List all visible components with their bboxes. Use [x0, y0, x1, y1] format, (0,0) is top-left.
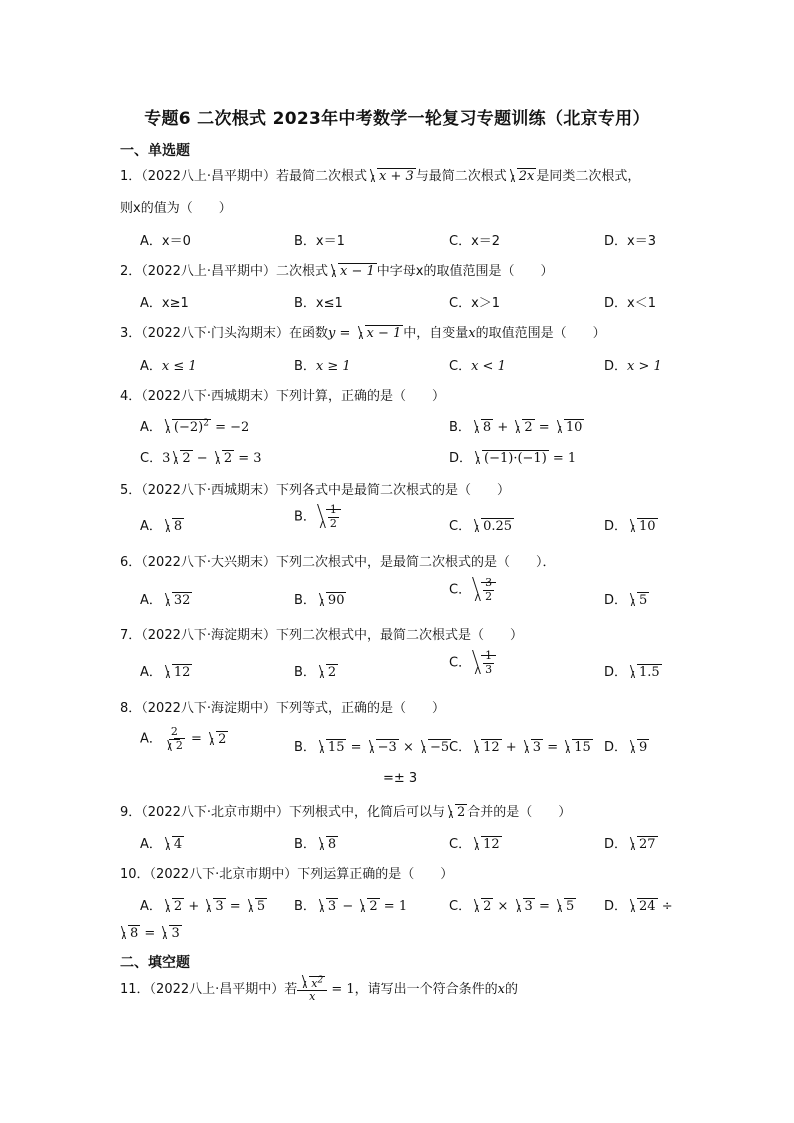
question-5-stem: 5．（2022八下·西城期末）下列各式中是最简二次根式的是（ ） [120, 483, 510, 498]
question-1-option-d[interactable]: D．x＝3 [604, 234, 656, 249]
question-9-option-a[interactable]: A． 4 [140, 837, 183, 852]
radical: 3 [522, 740, 543, 755]
radical: 4 [163, 837, 184, 852]
radical: 2 [163, 899, 184, 914]
question-10-option-b[interactable]: B． 3 − 2 = 1 [294, 899, 408, 914]
radical: x − 1 [329, 264, 377, 279]
question-11-stem: 11．（2022八上·昌平期中）若 $\frac{x^2}{x}$ = 1，请写出一个符合条件的x的 [120, 975, 519, 1004]
radical: $(-2)^2$ [163, 419, 211, 435]
radical: x − 1 [356, 326, 404, 341]
fraction: $\frac{1}{3}$ [485, 649, 493, 676]
question-5-option-c[interactable]: C． 0.25 [449, 519, 513, 534]
radical: 10 [628, 519, 658, 534]
section-heading-single-choice: 一、单选题 [120, 143, 190, 159]
fraction: $\frac{x^2}{x}$ [297, 975, 327, 1004]
question-2-option-d[interactable]: D．x＜1 [604, 296, 656, 311]
question-9-stem: 9．（2022八下·北京市期中）下列根式中，化简后可以与 2 合并的是（ ） [120, 805, 572, 820]
radical: 3 [317, 899, 338, 914]
question-9-option-d[interactable]: D． 27 [604, 837, 656, 852]
fraction: $\frac{2}{2}$ [162, 726, 187, 752]
question-5-option-b[interactable]: B． $\frac{1}{2}$ [294, 504, 341, 530]
radical: 8 [119, 926, 140, 941]
question-8-option-d-cont: =± 3 [383, 771, 418, 786]
radical [317, 504, 341, 530]
question-2-option-b[interactable]: B．x≤1 [294, 296, 343, 311]
radical: −5 [419, 740, 451, 755]
question-1-option-b[interactable]: B．x＝1 [294, 234, 345, 249]
question-10-option-a[interactable]: A． 2 + 3 = 5 [140, 899, 266, 914]
radical: 2 [358, 899, 379, 914]
radical [472, 577, 496, 603]
radical: 27 [628, 837, 658, 852]
question-1-stem: 1．（2022八上·昌平期中）若最简二次根式 x + 3 与最简二次根式 2x 是同类二次根式， [120, 169, 641, 184]
radical: 12 [472, 837, 502, 852]
question-2-stem: 2．（2022八上·昌平期中）二次根式 x − 1 中字母x的取值范围是（ ） [120, 264, 554, 279]
section-heading-fill-in: 二、填空题 [120, 955, 190, 971]
radical: x + 3 [368, 169, 416, 184]
radical: 5 [246, 899, 267, 914]
radical: 8 [163, 519, 184, 534]
question-8-stem: 8．（2022八下·海淀期中）下列等式，正确的是（ ） [120, 701, 445, 716]
page-title: 专题6 二次根式 2023年中考数学一轮复习专题训练（北京专用） [144, 109, 650, 129]
radical: 8 [472, 420, 493, 435]
question-6-stem: 6．（2022八下·大兴期末）下列二次根式中，是最简二次根式的是（ ）． [120, 555, 556, 570]
radical: 2 [446, 805, 467, 820]
radical: −3 [367, 740, 399, 755]
question-1-option-c[interactable]: C．x＝2 [449, 234, 501, 249]
question-10-option-d[interactable]: D． 24 ÷ [604, 899, 673, 914]
radical: 32 [163, 593, 193, 608]
radical: 15 [563, 740, 593, 755]
radical: 5 [555, 899, 576, 914]
question-3-option-a[interactable]: A．x ≤ 1 [140, 359, 197, 374]
question-7-stem: 7．（2022八下·海淀期末）下列二次根式中，最简二次根式是（ ） [120, 628, 523, 643]
question-3-option-c[interactable]: C．x < 1 [449, 359, 506, 374]
question-10-option-d-cont: 8 = 3 [118, 926, 182, 941]
radical: 2 [513, 420, 534, 435]
radical: 2 [165, 740, 185, 753]
question-4-stem: 4．（2022八下·西城期末）下列计算，正确的是（ ） [120, 389, 445, 404]
question-1-stem-cont: 则x的值为（ ） [120, 201, 232, 216]
radical: 2x [508, 169, 537, 184]
question-4-option-b[interactable]: B． 8 + 2 = 10 [449, 420, 583, 435]
radical: 2 [472, 899, 493, 914]
question-5-option-d[interactable]: D． 10 [604, 519, 656, 534]
radical: 15 [317, 740, 347, 755]
radical: 3 [514, 899, 535, 914]
radical: 10 [555, 420, 585, 435]
radical: 3 [204, 899, 225, 914]
question-6-option-b[interactable]: B． 90 [294, 593, 345, 608]
question-3-stem: 3．（2022八下·门头沟期末）在函数y = x − 1 中，自变量x的取值范围是（ ） [120, 326, 606, 341]
question-9-option-c[interactable]: C． 12 [449, 837, 500, 852]
question-1-option-a[interactable]: A．x＝0 [140, 234, 191, 249]
question-7-option-b[interactable]: B． 2 [294, 665, 337, 680]
question-6-option-a[interactable]: A． 32 [140, 593, 191, 608]
question-10-option-c[interactable]: C． 2 × 3 = 5 [449, 899, 575, 914]
radical: 2 [207, 732, 228, 747]
question-7-option-d[interactable]: D． 1.5 [604, 665, 660, 680]
question-3-option-d[interactable]: D．x > 1 [604, 359, 662, 374]
question-4-option-c[interactable]: C．3 2 − 2 = 3 [140, 451, 262, 466]
question-2-option-a[interactable]: A．x≥1 [140, 296, 189, 311]
radical: $x^2$ [300, 975, 325, 990]
question-6-option-d[interactable]: D． 5 [604, 593, 648, 608]
question-6-option-c[interactable]: C． $\frac{3}{2}$ [449, 577, 496, 603]
question-2-option-c[interactable]: C．x＞1 [449, 296, 501, 311]
radical: 12 [472, 740, 502, 755]
radical: 9 [628, 740, 649, 755]
radical: 5 [628, 593, 649, 608]
radical: 2 [213, 451, 234, 466]
question-8-option-a[interactable]: A． $\frac{2}{2}$ = 2 [140, 725, 227, 752]
question-8-option-c[interactable]: C． 12 + 3 = 15 [449, 740, 591, 755]
question-7-option-a[interactable]: A． 12 [140, 665, 191, 680]
radical [472, 650, 496, 676]
radical: 2 [317, 665, 338, 680]
fraction: $\frac{1}{2}$ [329, 503, 337, 530]
radical: 2 [171, 451, 192, 466]
question-3-option-b[interactable]: B．x ≥ 1 [294, 359, 351, 374]
question-5-option-a[interactable]: A． 8 [140, 519, 183, 534]
fraction: $\frac{3}{2}$ [485, 576, 493, 603]
question-10-stem: 10．（2022八下·北京市期中）下列运算正确的是（ ） [120, 867, 454, 882]
radical: 90 [317, 593, 347, 608]
question-4-option-a[interactable]: A． $(-2)^2 = -2$ [140, 418, 250, 435]
question-8-option-d[interactable]: D． 9 [604, 740, 648, 755]
question-9-option-b[interactable]: B． 8 [294, 837, 337, 852]
question-8-option-b[interactable]: B． 15 = −3 × −5 [294, 740, 450, 755]
question-4-option-d[interactable]: D． (−1)·(−1) = 1 [449, 451, 577, 466]
radical: 3 [160, 926, 181, 941]
radical: 1.5 [628, 665, 662, 680]
radical: 0.25 [472, 519, 514, 534]
question-7-option-c[interactable]: C． $\frac{1}{3}$ [449, 650, 496, 676]
radical: 12 [163, 665, 193, 680]
radical: 8 [317, 837, 338, 852]
radical: (−1)·(−1) [473, 451, 549, 466]
radical: 24 [628, 899, 658, 914]
